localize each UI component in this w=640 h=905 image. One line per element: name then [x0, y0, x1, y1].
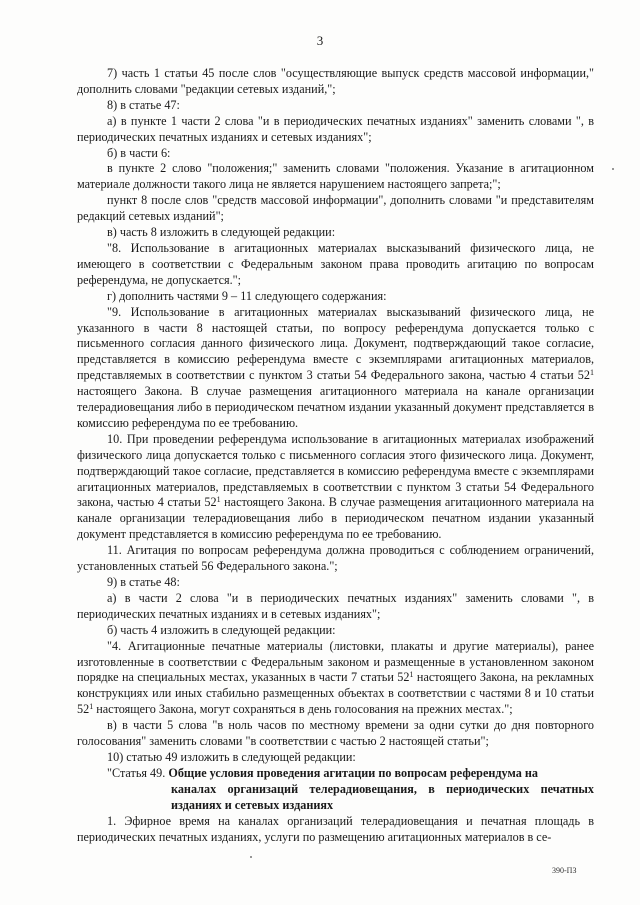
page-number: 3 [316, 33, 324, 48]
paragraph: 8) в статье 47: [107, 97, 180, 112]
paragraph: "8. Использование в агитационных материалах высказываний физического лица, не имеющего в соответствии с Федеральным законом права проводить агитацию по вопросам референдума, не допускается."; [77, 240, 594, 287]
document-code: 390-ПЗ [552, 866, 577, 875]
superscript: 1 [409, 670, 414, 680]
paragraph: в) часть 8 изложить в следующей редакции: [107, 225, 336, 240]
document-body [77, 66, 594, 845]
paragraph: б) в части 6: [107, 145, 171, 160]
superscript: 1 [216, 495, 221, 505]
article-heading-title: Общие условия проведения агитации по вопросам референдума на [168, 765, 538, 780]
scan-speck [250, 856, 252, 858]
paragraph: пункт 8 после слов "средств массовой информации", дополнить словами "и представителям редакций сетевых изданий"; [77, 193, 594, 224]
scan-speck [612, 168, 614, 170]
paragraph: 11. Агитация по вопросам референдума должна проводиться с соблюдением ограничений, установленных статьей 56 Федерального закона."; [77, 543, 594, 574]
paragraph: в) в части 5 слова "в ноль часов по местному времени за одни сутки до дня повторного голосования" заменить словами "в соответствии с частью 2 настоящей статьи"; [77, 718, 594, 749]
superscript: 1 [590, 368, 594, 378]
article-heading-continuation: каналах организаций телерадиовещания, в периодических печатных изданиях и сетевых изданиях [171, 781, 594, 812]
paragraph: 1. Эфирное время на каналах организаций телерадиовещания и печатная площадь в периодических печатных изданиях, услуги по размещению агитационных материалов в се- [77, 813, 594, 844]
paragraph: г) дополнить частями 9 – 11 следующего содержания: [107, 288, 387, 303]
article-heading [77, 766, 594, 814]
paragraph: а) в части 2 слова "и в периодических печатных изданиях" заменить словами ", в периодических печатных изданиях и в сетевых изданиях"; [77, 590, 594, 621]
paragraph: 7) часть 1 статьи 45 после слов "осуществляющие выпуск средств массовой информации," дополнить словами "редакции сетевых изданий,"; [77, 66, 594, 96]
paragraph: б) часть 4 изложить в следующей редакции: [107, 622, 336, 637]
paragraph: "9. Использование в агитационных материалах высказываний физического лица, не указанного в части 8 настоящей статьи, по вопросу референдума допускается только с письменного согласия данного физического лица. Документ, подтверждающий такое согласие, представляется в комиссию референдума вместе с экземплярами агитационных материалов, представляемых в соответствии с пунктом 3 статьи 54 Федерального закона, частью 4 статьи $52^1$ настоящего Закона. В случае размещения агитационного материала на канале организации телерадиовещания либо в периодическом печатном издании указанный документ представляется в комиссию референдума по ее требованию. [77, 304, 594, 430]
superscript: 1 [89, 702, 94, 712]
article-heading-prefix: "Статья 49. [107, 765, 169, 780]
paragraph: в пункте 2 слово "положения;" заменить словами "положения. Указание в агитационном материале должности такого лица не является нарушением настоящего запрета;"; [77, 161, 594, 192]
paragraph: а) в пункте 1 части 2 слова "и в периодических печатных изданиях" заменить словами ", в периодических печатных изданиях и сетевых изданиях"; [77, 113, 594, 144]
paragraph: "4. Агитационные печатные материалы (листовки, плакаты и другие материалы), ранее изготовленные в соответствии с Федеральным законом и размещенные в установленном законом порядке на специальных местах, указанных в части 7 статьи $52^1$ настоящего Закона, на рекламных конструкциях или иных стабильно размещенных объектах в соответствии с частями 8 и 10 статьи $52^1$ настоящего Закона, могут сохраняться в день голосования на прежних местах."; [77, 638, 594, 717]
paragraph: 9) в статье 48: [107, 575, 180, 589]
paragraph: 10) статью 49 изложить в следующей редакции: [107, 749, 356, 764]
paragraph: 10. При проведении референдума использование в агитационных материалах изображений физического лица допускается только с письменного согласия этого физического лица. Документ, подтверждающий такое согласие, представляется в комиссию референдума вместе с экземплярами агитационных материалов, представляемых в соответствии с пунктом 3 статьи 54 Федерального закона, частью 4 статьи $52^1$ настоящего Закона. В случае размещения агитационного материала на канале организации телерадиовещания либо в периодическом печатном издании указанный документ представляется в комиссию референдума по ее требованию. [77, 431, 594, 542]
